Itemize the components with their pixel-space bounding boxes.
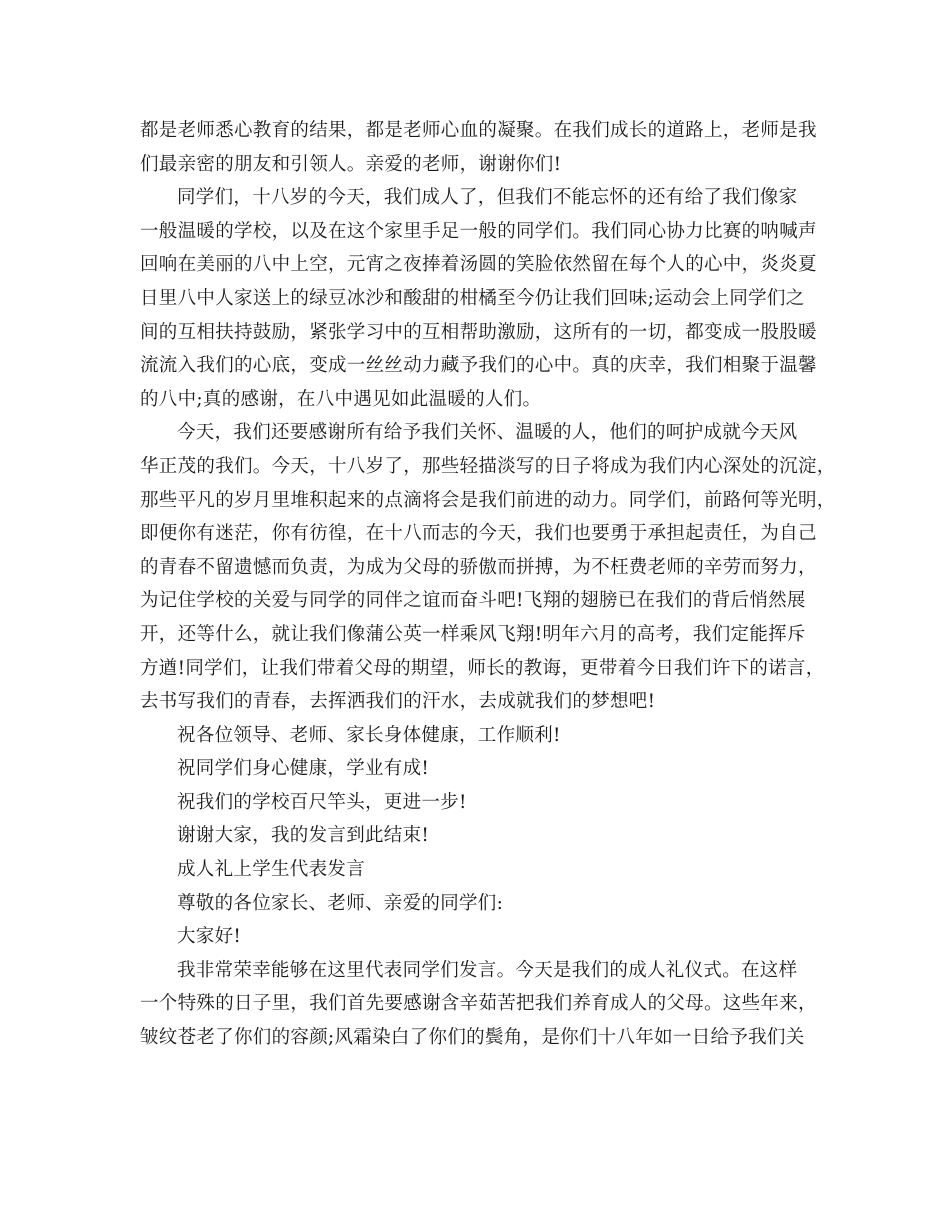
text-line: 都是老师悉心教育的结果，都是老师心血的凝聚。在我们成长的道路上，老师是我 bbox=[140, 120, 817, 141]
text-line: 华正茂的我们。今天，十八岁了，那些轻描淡写的日子将成为我们内心深处的沉淀， bbox=[140, 455, 836, 477]
text-line: 们最亲密的朋友和引领人。亲爱的老师，谢谢你们! bbox=[140, 153, 562, 175]
text-line: 即便你有迷茫，你有彷徨，在十八而志的今天，我们也要勇于承担起责任，为自己 bbox=[140, 523, 817, 545]
text-line: 去书写我们的青春，去挥洒我们的汗水，去成就我们的梦想吧! bbox=[140, 691, 656, 713]
text-line: 祝我们的学校百尺竿头，更进一步! bbox=[177, 791, 467, 813]
text-line: 今天，我们还要感谢所有给予我们关怀、温暖的人，他们的呵护成就今天风 bbox=[177, 422, 798, 444]
text-line: 一个特殊的日子里，我们首先要感谢含辛茹苦把我们养育成人的父母。这些年来， bbox=[140, 993, 817, 1015]
text-line: 我非常荣幸能够在这里代表同学们发言。今天是我们的成人礼仪式。在这样 bbox=[177, 959, 798, 981]
speech-body-text bbox=[140, 114, 840, 1055]
text-line: 回响在美丽的八中上空，元宵之夜捧着汤圆的笑脸依然留在每个人的心中，炎炎夏 bbox=[140, 254, 817, 276]
text-line: 开，还等什么，就让我们像蒲公英一样乘风飞翔!明年六月的高考，我们定能挥斥 bbox=[140, 623, 806, 645]
text-line: 为记住学校的关爱与同学的同伴之谊而奋斗吧!飞翔的翅膀已在我们的背后悄然展 bbox=[140, 590, 806, 612]
text-line: 的青春不留遗憾而负责，为成为父母的骄傲而拼搏，为不枉费老师的辛劳而努力， bbox=[140, 556, 817, 578]
text-line: 同学们，十八岁的今天，我们成人了，但我们不能忘怀的还有给了我们像家 bbox=[177, 187, 798, 209]
salutation-line: 尊敬的各位家长、老师、亲爱的同学们: bbox=[177, 892, 504, 914]
text-line: 日里八中人家送上的绿豆冰沙和酸甜的柑橘至今仍让我们回味;运动会上同学们之 bbox=[140, 287, 805, 309]
text-line: 的八中;真的感谢，在八中遇见如此温暖的人们。 bbox=[140, 388, 542, 410]
text-line: 皱纹苍老了你们的容颜;风霜染白了你们的鬓角，是你们十八年如一日给予我们关 bbox=[140, 1027, 805, 1049]
text-line: 间的互相扶持鼓励，紧张学习中的互相帮助激励，这所有的一切，都变成一股股暖 bbox=[140, 321, 817, 343]
section-title: 成人礼上学生代表发言 bbox=[177, 859, 366, 881]
text-line: 那些平凡的岁月里堆积起来的点滴将会是我们前进的动力。同学们，前路何等光明， bbox=[140, 489, 836, 511]
text-line: 祝同学们身心健康，学业有成! bbox=[177, 758, 430, 780]
text-line: 流流入我们的心底，变成一丝丝动力藏予我们的心中。真的庆幸，我们相聚于温馨 bbox=[140, 355, 817, 377]
text-line: 方遒!同学们，让我们带着父母的期望，师长的教诲，更带着今日我们许下的诺言， bbox=[140, 657, 825, 679]
greeting-line: 大家好! bbox=[177, 926, 242, 948]
text-line: 祝各位领导、老师、家长身体健康，工作顺利! bbox=[177, 724, 561, 746]
text-line: 一般温暖的学校，以及在这个家里手足一般的同学们。我们同心协力比赛的呐喊声 bbox=[140, 220, 817, 242]
text-line: 谢谢大家，我的发言到此结束! bbox=[177, 825, 430, 847]
